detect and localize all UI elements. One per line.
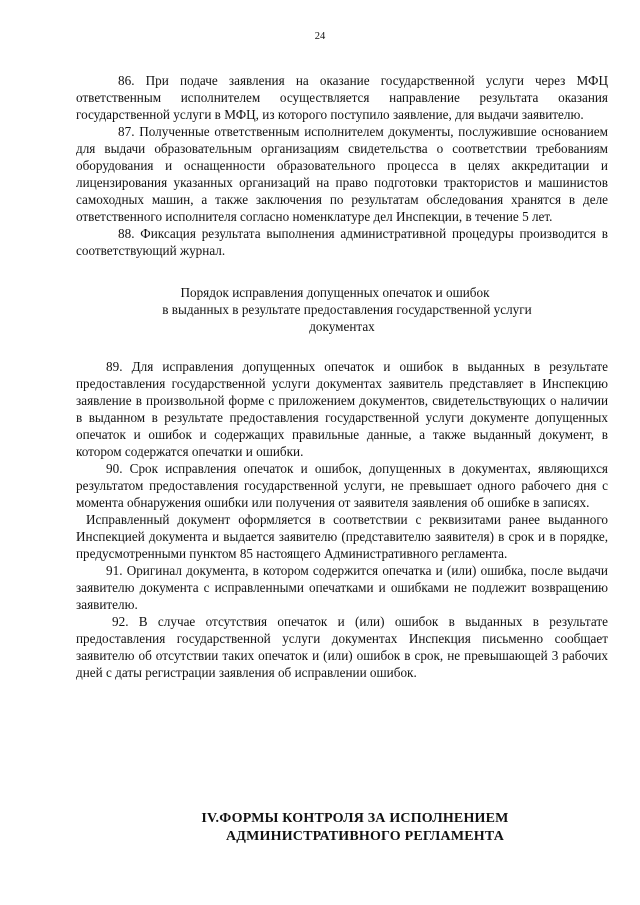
paragraph-89: 89. Для исправления допущенных опечаток и ошибок в выданных в результате предоставления государственной услуги документах заявитель представляет в Инспекцию заявление в произвольной форме с приложением документов, свидетельствующих о наличии в выданном в результате предоставления государственной услуги документе допущенных опечаток и ошибок и содержащих правильные данные, а также выданный документ, в котором содержатся опечатки и ошибки. [76,359,608,459]
chapter-title-line-1: IV.ФОРМЫ КОНТРОЛЯ ЗА ИСПОЛНЕНИЕМ [201,811,509,826]
section-heading-line-2: в выданных в результате предоставления государственной услуги [162,302,532,317]
section-heading [76,284,608,335]
paragraph-91: 91. Оригинал документа, в котором содержится опечатка и (или) ошибка, после выдачи заявителю документа с исправленными опечатками и ошибками не подлежит возвращению заявителю. [76,563,608,612]
section-heading-line-1: Порядок исправления допущенных опечаток и ошибок [180,285,490,300]
page-number: 24 [314,31,326,42]
paragraph-87: 87. Полученные ответственным исполнителем документы, послужившие основанием для выдачи образовательным организациям свидетельства о соответствии требованиям оборудования и оснащенности образовательного процесса в целях аккредитации и лицензирования указанных организаций на право подготовки трактористов и машинистов самоходных машин, а также заключения по результатам обследования хранятся в деле ответственного исполнителя согласно номенклатуре дел Инспекции, в течение 5 лет. [76,124,608,224]
section-heading-line-3: документах [309,319,375,334]
document-body [76,72,608,681]
paragraph-90-continued: Исправленный документ оформляется в соответствии с реквизитами ранее выданного Инспекцией документа и выдается заявителю (представителю заявителя) в срок и в порядке, предусмотренными пунктом 85 настоящего Административного регламента. [76,512,608,561]
chapter-title [0,810,640,846]
paragraph-88: 88. Фиксация результата выполнения административной процедуры производится в соответствующий журнал. [76,226,608,258]
chapter-title-line-2: АДМИНИСТРАТИВНОГО РЕГЛАМЕНТА [225,829,505,844]
paragraph-86: 86. При подаче заявления на оказание государственной услуги через МФЦ ответственным исполнителем осуществляется направление результата оказания государственной услуги в МФЦ, из которого поступило заявление, для выдачи заявителю. [76,73,608,122]
paragraph-92: 92. В случае отсутствия опечаток и (или) ошибок в выданных в результате предоставления государственной услуги документах Инспекция письменно сообщает заявителю об отсутствии таких опечаток и (или) ошибок в срок, не превышающей 3 рабочих дней с даты регистрации заявления об исправлении ошибок. [76,614,608,680]
paragraph-90: 90. Срок исправления опечаток и ошибок, допущенных в документах, являющихся результатом предоставления государственной услуги, не превышает одного рабочего дня с момента обнаружения ошибки или получения от заявителя заявления об ошибке в записях. [76,461,608,510]
